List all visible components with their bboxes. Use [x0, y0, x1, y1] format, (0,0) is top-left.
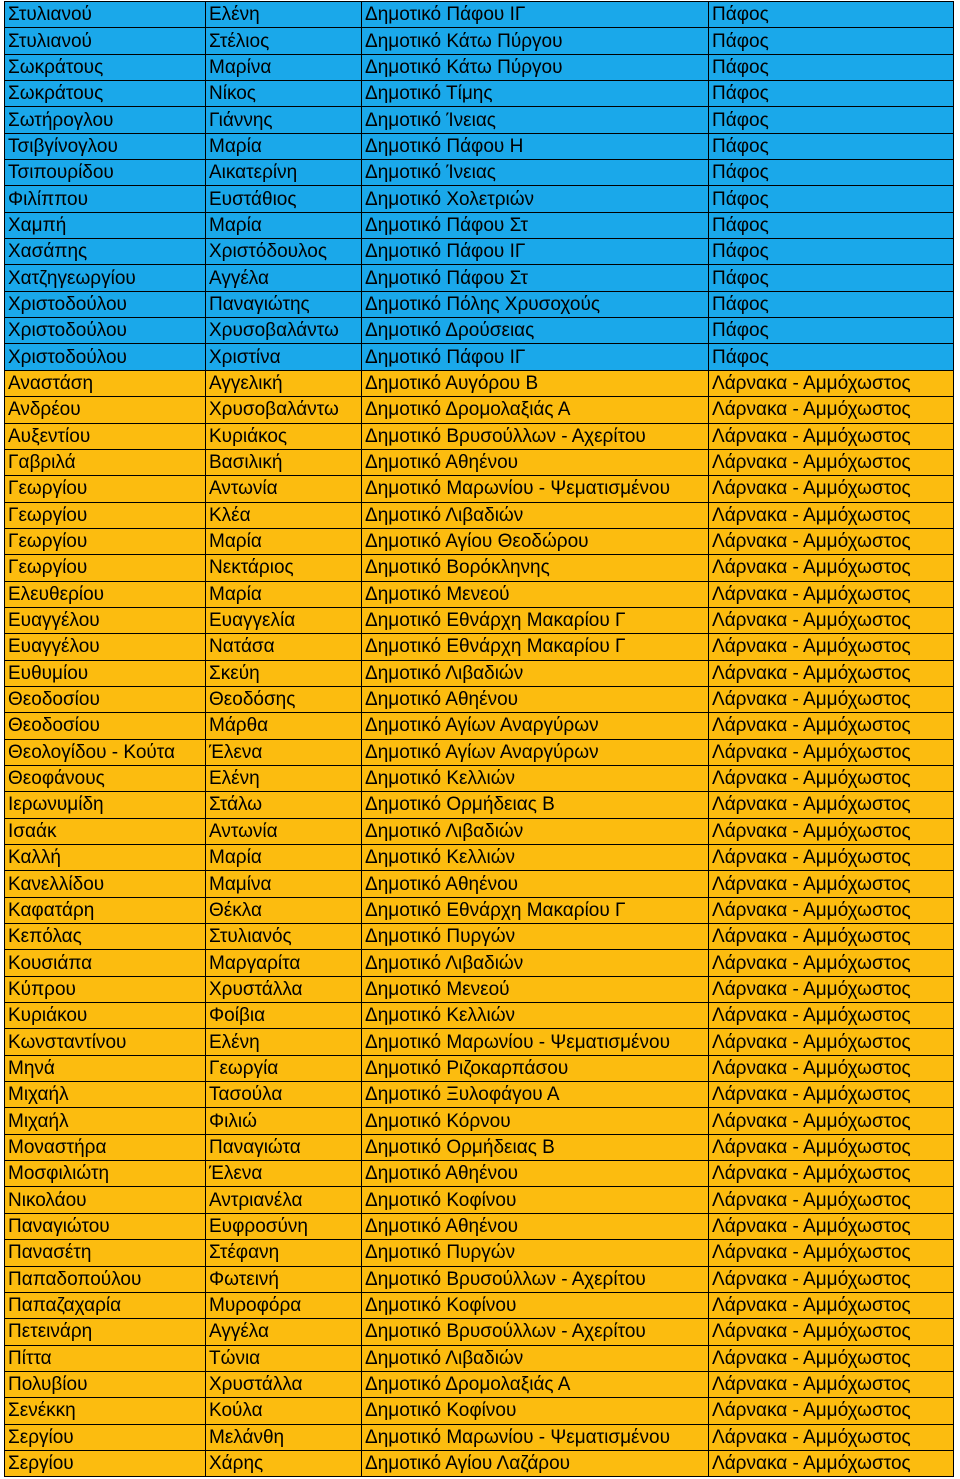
school-cell: Δημοτικό Αγίων Αναργύρων — [362, 713, 709, 739]
firstname-cell: Φωτεινή — [206, 1266, 362, 1292]
firstname-cell: Θεοδόσης — [206, 686, 362, 712]
firstname-cell: Ελένη — [206, 1029, 362, 1055]
table-row — [5, 1240, 954, 1266]
firstname-cell: Νατάσα — [206, 634, 362, 660]
table-row — [5, 739, 954, 765]
district-cell: Λάρνακα - Αμμόχωστος — [709, 1319, 954, 1345]
surname-cell: Πίττα — [5, 1345, 206, 1371]
surname-cell: Χριστοδούλου — [5, 344, 206, 370]
firstname-cell: Μαρία — [206, 212, 362, 238]
table-row — [5, 265, 954, 291]
firstname-cell: Χρυστάλλα — [206, 1371, 362, 1397]
surname-cell: Σωκράτους — [5, 81, 206, 107]
table-row — [5, 765, 954, 791]
surname-cell: Παναγιώτου — [5, 1213, 206, 1239]
firstname-cell: Στυλιανός — [206, 924, 362, 950]
school-cell: Δημοτικό Πάφου Στ — [362, 265, 709, 291]
table-body — [5, 2, 954, 1477]
surname-cell: Κωνσταντίνου — [5, 1029, 206, 1055]
surname-cell: Ευθυμίου — [5, 660, 206, 686]
firstname-cell: Γεωργία — [206, 1055, 362, 1081]
surname-cell: Ιερωνυμίδη — [5, 792, 206, 818]
firstname-cell: Τώνια — [206, 1345, 362, 1371]
firstname-cell: Μαρία — [206, 845, 362, 871]
district-cell: Πάφος — [709, 344, 954, 370]
table-row — [5, 1082, 954, 1108]
surname-cell: Ελευθερίου — [5, 581, 206, 607]
firstname-cell: Παναγιώτης — [206, 291, 362, 317]
table-row — [5, 950, 954, 976]
surname-cell: Πολυβίου — [5, 1371, 206, 1397]
surname-cell: Σωκράτους — [5, 54, 206, 80]
table-row — [5, 133, 954, 159]
table-row — [5, 449, 954, 475]
table-row — [5, 1029, 954, 1055]
surname-cell: Σωτήρογλου — [5, 107, 206, 133]
surname-cell: Γεωργίου — [5, 502, 206, 528]
surname-cell: Μοσφιλιώτη — [5, 1161, 206, 1187]
district-cell: Λάρνακα - Αμμόχωστος — [709, 660, 954, 686]
surname-cell: Παπαδοπούλου — [5, 1266, 206, 1292]
surname-cell: Τσιβγίνογλου — [5, 133, 206, 159]
table-row — [5, 871, 954, 897]
firstname-cell: Στάλω — [206, 792, 362, 818]
firstname-cell: Μαργαρίτα — [206, 950, 362, 976]
district-cell: Λάρνακα - Αμμόχωστος — [709, 528, 954, 554]
surname-cell: Τσιπουρίδου — [5, 160, 206, 186]
district-cell: Λάρνακα - Αμμόχωστος — [709, 924, 954, 950]
firstname-cell: Κλέα — [206, 502, 362, 528]
table-row — [5, 344, 954, 370]
firstname-cell: Κούλα — [206, 1398, 362, 1424]
table-row — [5, 1213, 954, 1239]
firstname-cell: Αγγελική — [206, 370, 362, 396]
firstname-cell: Σκεύη — [206, 660, 362, 686]
school-cell: Δημοτικό Πόλης Χρυσοχούς — [362, 291, 709, 317]
firstname-cell: Χρυσοβαλάντω — [206, 318, 362, 344]
school-cell: Δημοτικό Κοφίνου — [362, 1398, 709, 1424]
surname-cell: Παπαζαχαρία — [5, 1292, 206, 1318]
firstname-cell: Φοίβια — [206, 1003, 362, 1029]
firstname-cell: Αγγέλα — [206, 1319, 362, 1345]
district-cell: Πάφος — [709, 133, 954, 159]
district-cell: Λάρνακα - Αμμόχωστος — [709, 423, 954, 449]
firstname-cell: Χάρης — [206, 1450, 362, 1476]
school-cell: Δημοτικό Βρυσούλλων - Αχερίτου — [362, 423, 709, 449]
firstname-cell: Χρυσοβαλάντω — [206, 397, 362, 423]
surname-cell: Φιλίππου — [5, 186, 206, 212]
table-row — [5, 1424, 954, 1450]
firstname-cell: Αικατερίνη — [206, 160, 362, 186]
surname-cell: Γαβριλά — [5, 449, 206, 475]
firstname-cell: Ελένη — [206, 765, 362, 791]
firstname-cell: Αντωνία — [206, 476, 362, 502]
table-row — [5, 634, 954, 660]
school-cell: Δημοτικό Ορμήδειας Β — [362, 1134, 709, 1160]
table-row — [5, 660, 954, 686]
table-row — [5, 318, 954, 344]
table-row — [5, 1055, 954, 1081]
district-cell: Λάρνακα - Αμμόχωστος — [709, 1055, 954, 1081]
school-cell: Δημοτικό Κοφίνου — [362, 1187, 709, 1213]
surname-cell: Θεοδοσίου — [5, 686, 206, 712]
firstname-cell: Θέκλα — [206, 897, 362, 923]
table-row — [5, 160, 954, 186]
surname-cell: Αναστάση — [5, 370, 206, 396]
firstname-cell: Αγγέλα — [206, 265, 362, 291]
district-cell: Λάρνακα - Αμμόχωστος — [709, 792, 954, 818]
district-cell: Λάρνακα - Αμμόχωστος — [709, 765, 954, 791]
school-cell: Δημοτικό Λιβαδιών — [362, 660, 709, 686]
table-row — [5, 2, 954, 28]
district-cell: Λάρνακα - Αμμόχωστος — [709, 1213, 954, 1239]
district-cell: Λάρνακα - Αμμόχωστος — [709, 1187, 954, 1213]
school-cell: Δημοτικό Λιβαδιών — [362, 818, 709, 844]
firstname-cell: Μαρία — [206, 581, 362, 607]
district-cell: Λάρνακα - Αμμόχωστος — [709, 818, 954, 844]
district-cell: Πάφος — [709, 81, 954, 107]
school-cell: Δημοτικό Μαρωνίου - Ψεματισμένου — [362, 1424, 709, 1450]
firstname-cell: Παναγιώτα — [206, 1134, 362, 1160]
school-cell: Δημοτικό Αθηένου — [362, 1161, 709, 1187]
school-cell: Δημοτικό Εθνάρχη Μακαρίου Γ — [362, 607, 709, 633]
firstname-cell: Νίκος — [206, 81, 362, 107]
school-cell: Δημοτικό Αθηένου — [362, 871, 709, 897]
surname-cell: Γεωργίου — [5, 528, 206, 554]
surname-cell: Ευαγγέλου — [5, 634, 206, 660]
school-cell: Δημοτικό Χολετριών — [362, 186, 709, 212]
school-cell: Δημοτικό Αγίου Θεοδώρου — [362, 528, 709, 554]
district-cell: Λάρνακα - Αμμόχωστος — [709, 739, 954, 765]
firstname-cell: Ελένη — [206, 2, 362, 28]
surname-cell: Μιχαήλ — [5, 1108, 206, 1134]
school-cell: Δημοτικό Βρυσούλλων - Αχερίτου — [362, 1266, 709, 1292]
table-row — [5, 713, 954, 739]
firstname-cell: Μυροφόρα — [206, 1292, 362, 1318]
surname-cell: Θεολογίδου - Κούτα — [5, 739, 206, 765]
district-cell: Λάρνακα - Αμμόχωστος — [709, 897, 954, 923]
table-row — [5, 28, 954, 54]
district-cell: Λάρνακα - Αμμόχωστος — [709, 1082, 954, 1108]
table-row — [5, 555, 954, 581]
school-cell: Δημοτικό Μαρωνίου - Ψεματισμένου — [362, 476, 709, 502]
surname-cell: Στυλιανού — [5, 28, 206, 54]
district-cell: Λάρνακα - Αμμόχωστος — [709, 449, 954, 475]
district-cell: Πάφος — [709, 291, 954, 317]
school-cell: Δημοτικό Πυργών — [362, 924, 709, 950]
surname-cell: Χριστοδούλου — [5, 318, 206, 344]
district-cell: Λάρνακα - Αμμόχωστος — [709, 1003, 954, 1029]
table-row — [5, 1266, 954, 1292]
school-cell: Δημοτικό Κελλιών — [362, 1003, 709, 1029]
school-cell: Δημοτικό Κάτω Πύργου — [362, 54, 709, 80]
firstname-cell: Ευφροσύνη — [206, 1213, 362, 1239]
firstname-cell: Αντωνία — [206, 818, 362, 844]
district-cell: Λάρνακα - Αμμόχωστος — [709, 845, 954, 871]
district-cell: Λάρνακα - Αμμόχωστος — [709, 686, 954, 712]
district-cell: Λάρνακα - Αμμόχωστος — [709, 476, 954, 502]
table-row — [5, 291, 954, 317]
table-row — [5, 107, 954, 133]
firstname-cell: Φιλιώ — [206, 1108, 362, 1134]
surname-cell: Χασάπης — [5, 239, 206, 265]
school-cell: Δημοτικό Κελλιών — [362, 845, 709, 871]
district-cell: Λάρνακα - Αμμόχωστος — [709, 1450, 954, 1476]
district-cell: Πάφος — [709, 2, 954, 28]
district-cell: Λάρνακα - Αμμόχωστος — [709, 370, 954, 396]
firstname-cell: Νεκτάριος — [206, 555, 362, 581]
school-cell: Δημοτικό Μαρωνίου - Ψεματισμένου — [362, 1029, 709, 1055]
school-cell: Δημοτικό Μενεού — [362, 581, 709, 607]
table-row — [5, 397, 954, 423]
table-row — [5, 502, 954, 528]
district-cell: Λάρνακα - Αμμόχωστος — [709, 713, 954, 739]
district-cell: Πάφος — [709, 160, 954, 186]
district-cell: Λάρνακα - Αμμόχωστος — [709, 397, 954, 423]
school-cell: Δημοτικό Πάφου Η — [362, 133, 709, 159]
school-cell: Δημοτικό Πάφου ΙΓ — [362, 2, 709, 28]
firstname-cell: Χρυστάλλα — [206, 976, 362, 1002]
school-cell: Δημοτικό Λιβαδιών — [362, 1345, 709, 1371]
school-cell: Δημοτικό Ορμήδειας Β — [362, 792, 709, 818]
school-cell: Δημοτικό Δρούσειας — [362, 318, 709, 344]
school-cell: Δημοτικό Αθηένου — [362, 686, 709, 712]
school-cell: Δημοτικό Δρομολαξιάς Α — [362, 397, 709, 423]
table-row — [5, 1319, 954, 1345]
district-cell: Λάρνακα - Αμμόχωστος — [709, 581, 954, 607]
surname-cell: Μηνά — [5, 1055, 206, 1081]
firstname-cell: Έλενα — [206, 1161, 362, 1187]
district-cell: Λάρνακα - Αμμόχωστος — [709, 502, 954, 528]
school-cell: Δημοτικό Πάφου ΙΓ — [362, 239, 709, 265]
table-row — [5, 370, 954, 396]
table-row — [5, 607, 954, 633]
district-cell: Πάφος — [709, 107, 954, 133]
surname-cell: Κανελλίδου — [5, 871, 206, 897]
district-cell: Λάρνακα - Αμμόχωστος — [709, 1398, 954, 1424]
firstname-cell: Έλενα — [206, 739, 362, 765]
table-row — [5, 1108, 954, 1134]
surname-cell: Χριστοδούλου — [5, 291, 206, 317]
surname-cell: Μοναστήρα — [5, 1134, 206, 1160]
school-cell: Δημοτικό Ριζοκαρπάσου — [362, 1055, 709, 1081]
district-cell: Λάρνακα - Αμμόχωστος — [709, 1108, 954, 1134]
school-cell: Δημοτικό Ίνειας — [362, 160, 709, 186]
school-cell: Δημοτικό Κάτω Πύργου — [362, 28, 709, 54]
surname-cell: Καλλή — [5, 845, 206, 871]
firstname-cell: Βασιλική — [206, 449, 362, 475]
school-cell: Δημοτικό Αγίου Λαζάρου — [362, 1450, 709, 1476]
district-cell: Πάφος — [709, 318, 954, 344]
district-cell: Πάφος — [709, 239, 954, 265]
table-row — [5, 1371, 954, 1397]
surname-cell: Πανασέτη — [5, 1240, 206, 1266]
surname-cell: Μιχαήλ — [5, 1082, 206, 1108]
school-cell: Δημοτικό Δρομολαξιάς Α — [362, 1371, 709, 1397]
school-cell: Δημοτικό Αθηένου — [362, 1213, 709, 1239]
school-cell: Δημοτικό Αυγόρου Β — [362, 370, 709, 396]
district-cell: Λάρνακα - Αμμόχωστος — [709, 1345, 954, 1371]
school-cell: Δημοτικό Βρυσούλλων - Αχερίτου — [362, 1319, 709, 1345]
surname-cell: Θεοδοσίου — [5, 713, 206, 739]
firstname-cell: Ευαγγελία — [206, 607, 362, 633]
district-cell: Πάφος — [709, 28, 954, 54]
table-row — [5, 581, 954, 607]
surname-cell: Αυξεντίου — [5, 423, 206, 449]
district-cell: Λάρνακα - Αμμόχωστος — [709, 950, 954, 976]
school-cell: Δημοτικό Ίνειας — [362, 107, 709, 133]
district-cell: Λάρνακα - Αμμόχωστος — [709, 1240, 954, 1266]
table-row — [5, 476, 954, 502]
table-row — [5, 423, 954, 449]
district-cell: Λάρνακα - Αμμόχωστος — [709, 607, 954, 633]
district-cell: Λάρνακα - Αμμόχωστος — [709, 1134, 954, 1160]
school-cell: Δημοτικό Κελλιών — [362, 765, 709, 791]
district-cell: Λάρνακα - Αμμόχωστος — [709, 1292, 954, 1318]
surname-cell: Χαμπή — [5, 212, 206, 238]
table-row — [5, 845, 954, 871]
school-cell: Δημοτικό Λιβαδιών — [362, 950, 709, 976]
school-cell: Δημοτικό Κόρνου — [362, 1108, 709, 1134]
school-cell: Δημοτικό Αγίων Αναργύρων — [362, 739, 709, 765]
firstname-cell: Ευστάθιος — [206, 186, 362, 212]
table-row — [5, 1292, 954, 1318]
district-cell: Λάρνακα - Αμμόχωστος — [709, 1266, 954, 1292]
surname-cell: Σεργίου — [5, 1424, 206, 1450]
firstname-cell: Χριστόδουλος — [206, 239, 362, 265]
surname-cell: Πετεινάρη — [5, 1319, 206, 1345]
table-row — [5, 1003, 954, 1029]
surname-cell: Ευαγγέλου — [5, 607, 206, 633]
district-cell: Πάφος — [709, 54, 954, 80]
surname-cell: Καφατάρη — [5, 897, 206, 923]
table-row — [5, 528, 954, 554]
table-row — [5, 1161, 954, 1187]
firstname-cell: Στέλιος — [206, 28, 362, 54]
surname-cell: Κυριάκου — [5, 1003, 206, 1029]
district-cell: Λάρνακα - Αμμόχωστος — [709, 871, 954, 897]
school-cell: Δημοτικό Τίμης — [362, 81, 709, 107]
table-row — [5, 686, 954, 712]
school-cell: Δημοτικό Μενεού — [362, 976, 709, 1002]
surname-cell: Στυλιανού — [5, 2, 206, 28]
surname-cell: Κεπόλας — [5, 924, 206, 950]
surname-cell: Κύπρου — [5, 976, 206, 1002]
firstname-cell: Μελάνθη — [206, 1424, 362, 1450]
surname-cell: Ισαάκ — [5, 818, 206, 844]
school-cell: Δημοτικό Ξυλοφάγου Α — [362, 1082, 709, 1108]
firstname-cell: Στέφανη — [206, 1240, 362, 1266]
table-row — [5, 924, 954, 950]
surname-cell: Νικολάου — [5, 1187, 206, 1213]
school-cell: Δημοτικό Αθηένου — [362, 449, 709, 475]
table-row — [5, 81, 954, 107]
school-cell: Δημοτικό Λιβαδιών — [362, 502, 709, 528]
firstname-cell: Γιάννης — [206, 107, 362, 133]
district-cell: Λάρνακα - Αμμόχωστος — [709, 555, 954, 581]
table-row — [5, 1398, 954, 1424]
firstname-cell: Μαρία — [206, 133, 362, 159]
district-cell: Πάφος — [709, 212, 954, 238]
firstname-cell: Χριστίνα — [206, 344, 362, 370]
district-cell: Λάρνακα - Αμμόχωστος — [709, 1424, 954, 1450]
firstname-cell: Μάρθα — [206, 713, 362, 739]
table-row — [5, 818, 954, 844]
school-cell: Δημοτικό Πάφου Στ — [362, 212, 709, 238]
firstname-cell: Μαρίνα — [206, 54, 362, 80]
table-row — [5, 1345, 954, 1371]
school-cell: Δημοτικό Εθνάρχη Μακαρίου Γ — [362, 897, 709, 923]
school-cell: Δημοτικό Εθνάρχη Μακαρίου Γ — [362, 634, 709, 660]
school-cell: Δημοτικό Πυργών — [362, 1240, 709, 1266]
surname-cell: Γεωργίου — [5, 476, 206, 502]
firstname-cell: Τασούλα — [206, 1082, 362, 1108]
school-cell: Δημοτικό Κοφίνου — [362, 1292, 709, 1318]
district-cell: Λάρνακα - Αμμόχωστος — [709, 1029, 954, 1055]
surname-cell: Χατζηγεωργίου — [5, 265, 206, 291]
surname-cell: Σεργίου — [5, 1450, 206, 1476]
surname-cell: Γεωργίου — [5, 555, 206, 581]
surname-cell: Σενέκκη — [5, 1398, 206, 1424]
table-row — [5, 54, 954, 80]
firstname-cell: Μαμίνα — [206, 871, 362, 897]
firstname-cell: Μαρία — [206, 528, 362, 554]
teachers-table — [4, 1, 954, 1477]
table-row — [5, 1187, 954, 1213]
district-cell: Πάφος — [709, 265, 954, 291]
district-cell: Λάρνακα - Αμμόχωστος — [709, 976, 954, 1002]
table-row — [5, 186, 954, 212]
firstname-cell: Κυριάκος — [206, 423, 362, 449]
surname-cell: Ανδρέου — [5, 397, 206, 423]
firstname-cell: Αντριανέλα — [206, 1187, 362, 1213]
district-cell: Λάρνακα - Αμμόχωστος — [709, 1161, 954, 1187]
table-row — [5, 1450, 954, 1476]
table-row — [5, 212, 954, 238]
school-cell: Δημοτικό Βορόκληνης — [362, 555, 709, 581]
table-row — [5, 1134, 954, 1160]
table-row — [5, 792, 954, 818]
surname-cell: Κουσιάπα — [5, 950, 206, 976]
district-cell: Πάφος — [709, 186, 954, 212]
district-cell: Λάρνακα - Αμμόχωστος — [709, 1371, 954, 1397]
district-cell: Λάρνακα - Αμμόχωστος — [709, 634, 954, 660]
school-cell: Δημοτικό Πάφου ΙΓ — [362, 344, 709, 370]
surname-cell: Θεοφάνους — [5, 765, 206, 791]
table-row — [5, 976, 954, 1002]
table-row — [5, 239, 954, 265]
table-row — [5, 897, 954, 923]
